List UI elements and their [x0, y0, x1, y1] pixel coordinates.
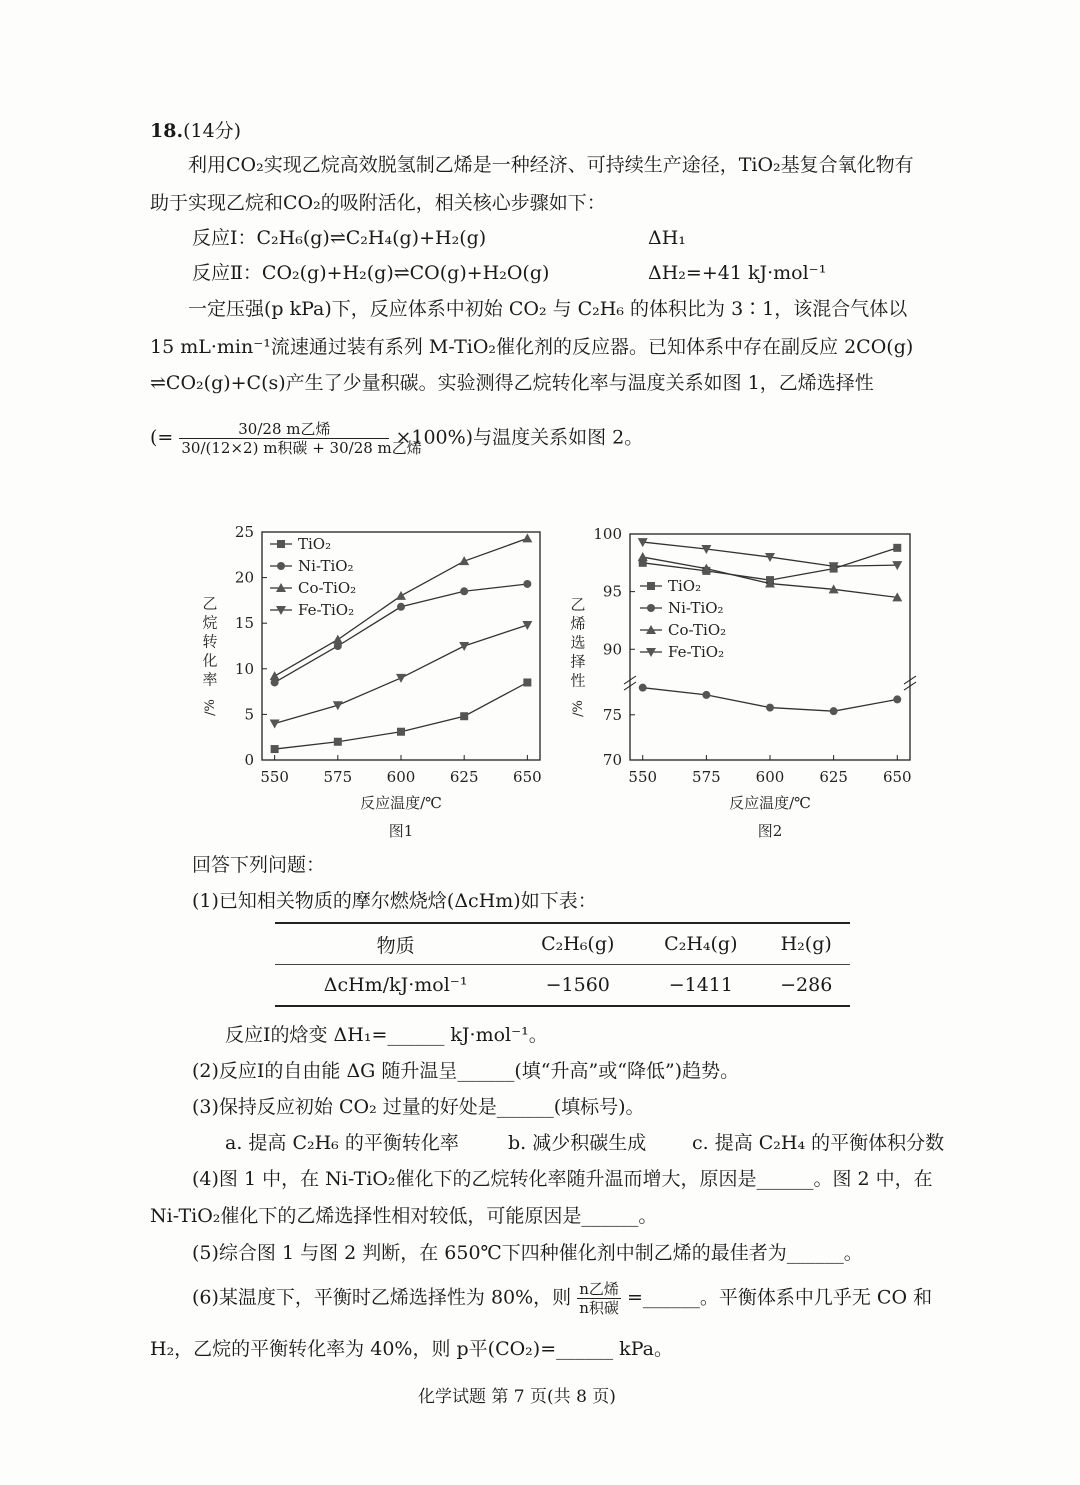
- question-points: (14分): [183, 120, 242, 142]
- x-axis-label: 反应温度/℃: [729, 794, 811, 812]
- x-tick-label: 550: [260, 768, 289, 786]
- condition-line-3: ⇌CO₂(g)+C(s)产生了少量积碳。实验测得乙烷转化率与温度关系如图 1，乙烯选择性: [150, 372, 874, 394]
- data-point: [638, 552, 648, 561]
- x-axis-label: 反应温度/℃: [360, 794, 442, 812]
- selectivity-formula: [150, 420, 643, 457]
- data-point: [639, 684, 647, 692]
- data-point: [271, 745, 279, 753]
- question-number: 18.: [150, 120, 184, 142]
- y-axis-label-char: 乙: [202, 594, 218, 613]
- data-point: [397, 728, 405, 736]
- reaction-2-dh: ΔH₂=+41 kJ·mol⁻¹: [648, 262, 827, 284]
- y-axis-label-unit: /%: [571, 700, 586, 717]
- y-tick-label: 75: [602, 705, 622, 724]
- legend-label: Ni-TiO₂: [668, 599, 724, 617]
- condition-line-2: 15 mL·min⁻¹流速通过装有系列 M-TiO₂催化剂的反应器。已知体系中存在副反应 2CO(g): [150, 336, 914, 358]
- data-point: [334, 738, 342, 746]
- y-axis-label-char: 择: [570, 652, 586, 671]
- q5-text: (5)综合图 1 与图 2 判断，在 650℃下四种催化剂中制乙烯的最佳者为______。: [192, 1242, 863, 1264]
- y-axis-label-char: 化: [202, 651, 218, 670]
- y-tick-label: 10: [234, 659, 254, 678]
- q4-line-2: Ni-TiO₂催化下的乙烯选择性相对较低，可能原因是______。: [150, 1205, 658, 1227]
- formula-close: ×100%)与温度关系如图 2。: [395, 426, 644, 449]
- data-point: [766, 704, 774, 712]
- data-point: [522, 533, 532, 542]
- selectivity-fraction: [179, 420, 422, 457]
- table-header: 物质: [376, 934, 415, 957]
- y-tick-label: 100: [593, 525, 622, 543]
- q6-line-2: H₂，乙烷的平衡转化率为 40%，则 p平(CO₂)=______ kPa。: [150, 1338, 673, 1360]
- q3-option-c: c. 提高 C₂H₄ 的平衡体积分数: [692, 1132, 945, 1154]
- q6-numerator: n乙烯: [579, 1280, 619, 1298]
- reaction-1: 反应Ⅰ：C₂H₆(g)⇌C₂H₄(g)+H₂(g): [192, 227, 487, 249]
- table-cell: −1560: [545, 974, 610, 996]
- y-axis-label-char: 转: [202, 632, 218, 651]
- x-tick-label: 625: [819, 768, 848, 786]
- y-axis-label-char: 选: [570, 633, 586, 652]
- data-point: [396, 591, 406, 600]
- table-header-row: [275, 923, 850, 965]
- table-row: [275, 965, 850, 1007]
- x-tick-label: 625: [449, 768, 479, 786]
- formula-numerator: 30/28 m乙烯: [179, 420, 389, 439]
- data-point: [830, 707, 838, 715]
- x-tick-label: 650: [882, 768, 912, 786]
- table-header: C₂H₆(g): [541, 933, 615, 955]
- data-point: [523, 580, 531, 588]
- question-header: [150, 118, 241, 144]
- data-point: [270, 671, 280, 680]
- q3-option-b: b. 减少积碳生成: [508, 1132, 647, 1154]
- q2-text: (2)反应Ⅰ的自由能 ΔG 随升温呈______(填“升高”或“降低”)趋势。: [192, 1060, 740, 1082]
- q1-blank: 反应Ⅰ的焓变 ΔH₁=______ kJ·mol⁻¹。: [225, 1024, 548, 1046]
- data-point: [523, 678, 531, 686]
- formula-open: (=: [150, 426, 174, 449]
- data-point: [893, 695, 901, 703]
- legend-label: Co-TiO₂: [298, 579, 357, 597]
- data-point: [460, 712, 468, 720]
- y-tick-label: 20: [234, 568, 254, 587]
- y-axis-label-char: 烷: [202, 613, 218, 632]
- legend-label: Fe-TiO₂: [298, 601, 355, 619]
- data-point: [270, 720, 280, 729]
- formula-denominator: 30/(12×2) m积碳 + 30/28 m乙烯: [181, 439, 422, 457]
- data-point: [396, 674, 406, 683]
- legend-label: Fe-TiO₂: [668, 643, 725, 661]
- legend-label: Co-TiO₂: [668, 621, 727, 639]
- data-point: [397, 603, 405, 611]
- combustion-table: [275, 922, 850, 1007]
- data-point: [460, 587, 468, 595]
- formula-denominator-a: 30/(12×2) m积碳: [181, 439, 308, 457]
- data-point: [459, 556, 469, 565]
- x-tick-label: 550: [628, 768, 658, 786]
- legend-label: TiO₂: [298, 535, 332, 553]
- q6-fraction: [577, 1280, 621, 1317]
- data-point: [333, 635, 343, 644]
- y-tick-label: 5: [244, 705, 254, 724]
- series-line: [275, 682, 528, 749]
- table-cell: −286: [780, 974, 833, 996]
- y-axis-label-char: 率: [202, 670, 218, 689]
- reaction-1-dh: ΔH₁: [648, 227, 686, 249]
- data-point: [702, 691, 710, 699]
- formula-denominator-b: 30/28 m乙烯: [329, 439, 422, 457]
- y-tick-label: 90: [602, 640, 622, 659]
- q6-post: =______。平衡体系中几乎无 CO 和: [626, 1286, 933, 1309]
- y-tick-label: 95: [602, 582, 622, 601]
- legend-marker: [647, 604, 655, 612]
- chart-title: 图2: [757, 822, 783, 840]
- legend-marker: [647, 582, 655, 590]
- table-header: H₂(g): [780, 933, 832, 955]
- y-axis-label-char: 性: [570, 671, 586, 690]
- legend-marker: [277, 540, 285, 548]
- y-tick-label: 25: [234, 523, 254, 541]
- q3-option-a: a. 提高 C₂H₆ 的平衡转化率: [225, 1132, 459, 1154]
- answer-heading: 回答下列问题：: [192, 854, 326, 876]
- q3-text: (3)保持反应初始 CO₂ 过量的好处是______(填标号)。: [192, 1096, 645, 1118]
- chart-title: 图1: [388, 822, 414, 840]
- legend-label: TiO₂: [668, 577, 702, 595]
- y-axis-label-unit: /%: [203, 699, 218, 716]
- page-footer: 化学试题 第 7 页(共 8 页): [418, 1387, 616, 1407]
- x-tick-label: 600: [386, 768, 416, 786]
- y-tick-label: 15: [234, 614, 254, 633]
- q6-line-1: [192, 1280, 932, 1317]
- q4-line-1: (4)图 1 中，在 Ni-TiO₂催化下的乙烷转化率随升温而增大，原因是______。图 2 中，在: [192, 1168, 933, 1190]
- table-cell: −1411: [668, 974, 733, 996]
- y-tick-label: 70: [602, 751, 622, 769]
- figures: [0, 520, 1080, 850]
- q6-denominator: n积碳: [579, 1299, 619, 1317]
- y-axis-label-char: 烯: [570, 614, 586, 633]
- x-tick-label: 600: [755, 768, 785, 786]
- legend-label: Ni-TiO₂: [298, 557, 354, 575]
- q1-text: (1)已知相关物质的摩尔燃烧焓(ΔcHm)如下表：: [192, 890, 597, 912]
- data-point: [459, 642, 469, 651]
- table-cell: ΔcHm/kJ·mol⁻¹: [323, 974, 468, 996]
- condition-line-1: 一定压强(p kPa)下，反应体系中初始 CO₂ 与 C₂H₆ 的体积比为 3∶1，该混合气体以: [188, 298, 908, 320]
- legend-marker: [277, 562, 285, 570]
- x-tick-label: 575: [692, 768, 721, 786]
- data-point: [893, 544, 901, 552]
- intro-line-1: 利用CO₂实现乙烷高效脱氢制乙烯是一种经济、可持续生产途径，TiO₂基复合氧化物有: [188, 154, 914, 176]
- intro-line-2: 助于实现乙烷和CO₂的吸附活化，相关核心步骤如下：: [150, 192, 606, 214]
- y-axis-label-char: 乙: [570, 595, 586, 614]
- x-tick-label: 575: [323, 768, 353, 786]
- y-tick-label: 0: [244, 751, 254, 769]
- table-header: C₂H₄(g): [664, 933, 738, 955]
- q6-pre: (6)某温度下，平衡时乙烯选择性为 80%，则: [192, 1286, 572, 1309]
- x-tick-label: 650: [513, 768, 542, 786]
- reaction-2: 反应Ⅱ：CO₂(g)+H₂(g)⇌CO(g)+H₂O(g): [192, 262, 550, 284]
